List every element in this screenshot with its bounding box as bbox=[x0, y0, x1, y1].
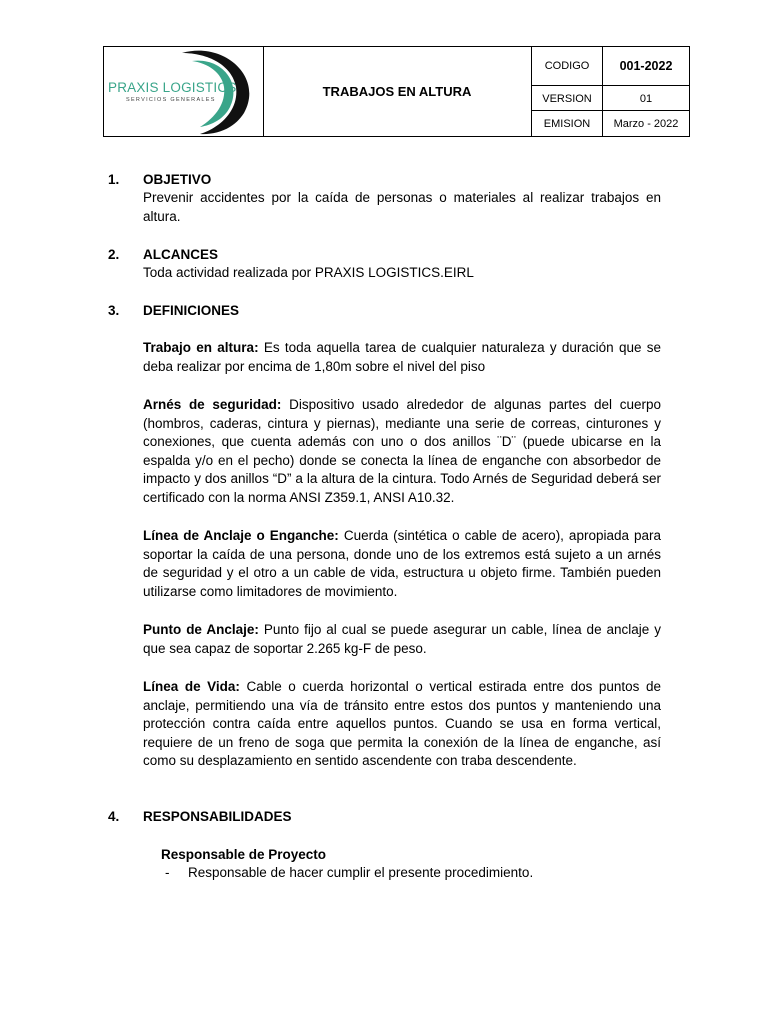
definition-term: Línea de Anclaje o Enganche: bbox=[143, 528, 339, 543]
definition-linea-de-vida bbox=[143, 678, 661, 771]
definition-term: Arnés de seguridad: bbox=[143, 397, 282, 412]
definition-text: Cable o cuerda horizontal o vertical estirada entre dos puntos de anclaje, permitiendo una vía de tránsito entre estos dos puntos y manteniendo una protección contra caída entre aquellos puntos. Cuando se usa en forma vertical, requiere de un freno de soga que permita la conexión de la línea de enganche, así como su desplazamiento en sentido ascendente con traba descendente. bbox=[143, 679, 661, 769]
definition-linea-de-anclaje bbox=[143, 527, 661, 601]
definition-term: Trabajo en altura: bbox=[143, 340, 259, 355]
meta-row-version bbox=[532, 85, 689, 111]
meta-row-emision bbox=[532, 110, 689, 137]
section-title-alcances: ALCANCES bbox=[143, 247, 219, 262]
meta-value: 01 bbox=[639, 92, 653, 105]
section-number: 3. bbox=[108, 303, 120, 318]
section-title-responsabilidades: RESPONSABILIDADES bbox=[143, 809, 292, 824]
document-header bbox=[103, 46, 690, 137]
meta-label: EMISION bbox=[532, 111, 603, 137]
definition-text: Punto fijo al cual se puede asegurar un cable, línea de anclaje y que sea capaz de soportar 2.265 kg-F de peso. bbox=[143, 622, 662, 656]
document-title: TRABAJOS EN ALTURA bbox=[263, 47, 532, 136]
bullet-item: Responsable de hacer cumplir el presente procedimiento. bbox=[188, 865, 534, 880]
section-title-definiciones: DEFINICIONES bbox=[143, 303, 240, 318]
definition-term: Punto de Anclaje: bbox=[143, 622, 259, 637]
meta-value: 001-2022 bbox=[619, 59, 673, 73]
logo-subtitle: SERVICIOS GENERALES bbox=[126, 97, 216, 103]
section-text-objetivo: Prevenir accidentes por la caída de personas o materiales al realizar trabajos en altura. bbox=[143, 190, 661, 224]
bullet-dash: - bbox=[165, 865, 170, 880]
logo-name: PRAXIS LOGISTICS bbox=[108, 80, 237, 95]
document-meta bbox=[532, 47, 689, 136]
meta-label: CODIGO bbox=[532, 47, 603, 85]
subsection-title: Responsable de Proyecto bbox=[161, 847, 327, 862]
meta-row-codigo bbox=[532, 47, 689, 85]
definition-text: Es toda aquella tarea de cualquier naturaleza y duración que se deba realizar por encima de 1,80m sobre el nivel del piso bbox=[143, 340, 661, 374]
definition-punto-de-anclaje bbox=[143, 621, 661, 658]
definition-text: Cuerda (sintética o cable de acero), apropiada para soportar la caída de una persona, donde uno de los extremos está sujeto a un arnés de seguridad y el otro a un cable de vida, estructura u objeto firme. También pueden utilizarse como limitadores de movimiento. bbox=[143, 528, 662, 599]
meta-label: VERSION bbox=[532, 86, 603, 111]
section-title-objetivo: OBJETIVO bbox=[143, 172, 212, 187]
section-text-alcances: Toda actividad realizada por PRAXIS LOGISTICS.EIRL bbox=[143, 265, 474, 280]
section-number: 2. bbox=[108, 247, 120, 262]
definition-term: Línea de Vida: bbox=[143, 679, 240, 694]
definition-trabajo-en-altura bbox=[143, 339, 661, 376]
section-number: 4. bbox=[108, 809, 120, 824]
company-logo bbox=[104, 47, 264, 136]
section-number: 1. bbox=[108, 172, 120, 187]
definition-arnes-de-seguridad bbox=[143, 396, 661, 508]
meta-value: Marzo - 2022 bbox=[613, 118, 679, 130]
definition-text: Dispositivo usado alrededor de algunas partes del cuerpo (hombros, caderas, cintura y piernas), mediante una serie de correas, cinturones y conexiones, que cuenta además con uno o dos anillos ¨D¨ (puede ubicarse en la espalda y/o en el pecho) donde se conecta la línea de enganche con absorbedor de impacto y dos anillos “D” a la altura de la cintura. Todo Arnés de Seguridad deberá ser certificado con la norma ANSI Z359.1, ANSI A10.32. bbox=[143, 397, 662, 505]
